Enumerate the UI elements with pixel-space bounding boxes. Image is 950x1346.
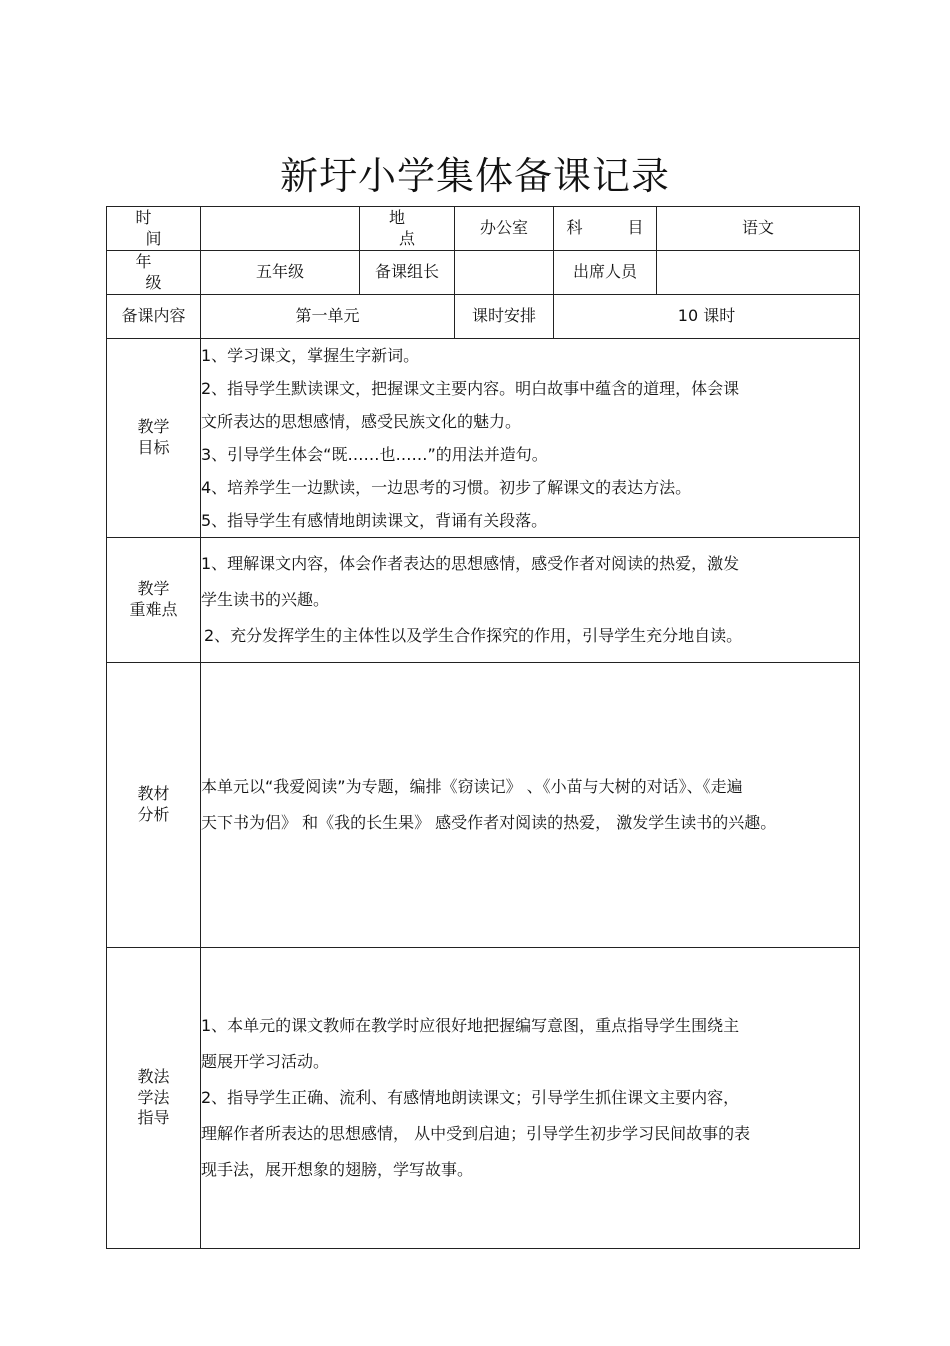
objectives-line: 4、培养学生一边默读，一边思考的习惯。初步了解课文的表达方法。 [201, 478, 692, 497]
difficulties-label [107, 538, 201, 663]
objectives-line: 文所表达的思想感情，感受民族文化的魅力。 [201, 412, 522, 431]
attendees-value [657, 251, 860, 295]
objectives-line: 2、指导学生默读课文，把握课文主要内容。明白故事中蕴含的道理，体会课 [201, 379, 740, 398]
analysis-label-line: 教材 [137, 784, 170, 804]
difficulties-line: 学生读书的兴趣。 [201, 590, 330, 609]
row-time [107, 207, 860, 251]
schedule-value: 10 课时 [554, 295, 860, 339]
methods-label [107, 948, 201, 1249]
analysis-label [107, 663, 201, 948]
row-content [107, 295, 860, 339]
row-methods [107, 948, 860, 1249]
analysis-label-line: 分析 [137, 805, 170, 824]
objectives-line: 5、指导学生有感情地朗读课文，背诵有关段落。 [201, 511, 548, 530]
objectives-label [107, 339, 201, 538]
objectives-content [201, 339, 860, 538]
difficulties-label-line: 教学 [137, 579, 170, 599]
methods-line: 题展开学习活动。 [201, 1052, 330, 1071]
objectives-label-line: 目标 [137, 438, 170, 457]
analysis-line: 本单元以“我爱阅读”为专题，编排《窃读记》 、《小苗与大树的对话》、《走遍 [201, 777, 743, 796]
leader-value [455, 251, 554, 295]
objectives-label-line: 教学 [137, 417, 170, 437]
time-label: 时 间 [107, 207, 201, 251]
leader-label: 备课组长 [360, 251, 455, 295]
grade-value: 五年级 [201, 251, 360, 295]
content-value: 第一单元 [201, 295, 455, 339]
methods-label-line: 指导 [137, 1108, 170, 1128]
subject-label: 科 目 [554, 207, 657, 251]
row-analysis [107, 663, 860, 948]
methods-line: 1、本单元的课文教师在教学时应很好地把握编写意图，重点指导学生围绕主 [201, 1016, 740, 1035]
analysis-content [201, 663, 860, 948]
schedule-label: 课时安排 [455, 295, 554, 339]
objectives-line: 3、引导学生体会“既……也……”的用法并造句。 [201, 445, 548, 464]
row-objectives [107, 339, 860, 538]
methods-line: 2、指导学生正确、流利、有感情地朗读课文；引导学生抓住课文主要内容， [201, 1088, 740, 1107]
time-value [201, 207, 360, 251]
row-difficulties [107, 538, 860, 663]
record-table [106, 206, 860, 1249]
difficulties-content [201, 538, 860, 663]
subject-value: 语文 [657, 207, 860, 251]
methods-label-line: 学法 [137, 1087, 170, 1107]
attendees-label: 出席人员 [554, 251, 657, 295]
difficulties-label-line: 重难点 [129, 600, 178, 619]
difficulties-line: 2、充分发挥学生的主体性以及学生合作探究的作用，引导学生充分地自读。 [204, 626, 743, 645]
grade-label: 年 级 [107, 251, 201, 295]
methods-line: 理解作者所表达的思想感情， 从中受到启迪；引导学生初步学习民间故事的表 [201, 1124, 751, 1143]
objectives-line: 1、学习课文，掌握生字新词。 [201, 346, 420, 365]
methods-content [201, 948, 860, 1249]
content-label: 备课内容 [107, 295, 201, 339]
place-label: 地 点 [360, 207, 455, 251]
row-grade [107, 251, 860, 295]
difficulties-line: 1、理解课文内容，体会作者表达的思想感情，感受作者对阅读的热爱，激发 [201, 554, 740, 573]
methods-line: 现手法，展开想象的翅膀，学写故事。 [201, 1160, 474, 1179]
methods-label-line: 教法 [137, 1066, 170, 1086]
analysis-line: 天下书为侣》 和《我的长生果》 感受作者对阅读的热爱， 激发学生读书的兴趣。 [201, 813, 777, 832]
place-value: 办公室 [455, 207, 554, 251]
page-title: 新圩小学集体备课记录 [279, 154, 670, 198]
